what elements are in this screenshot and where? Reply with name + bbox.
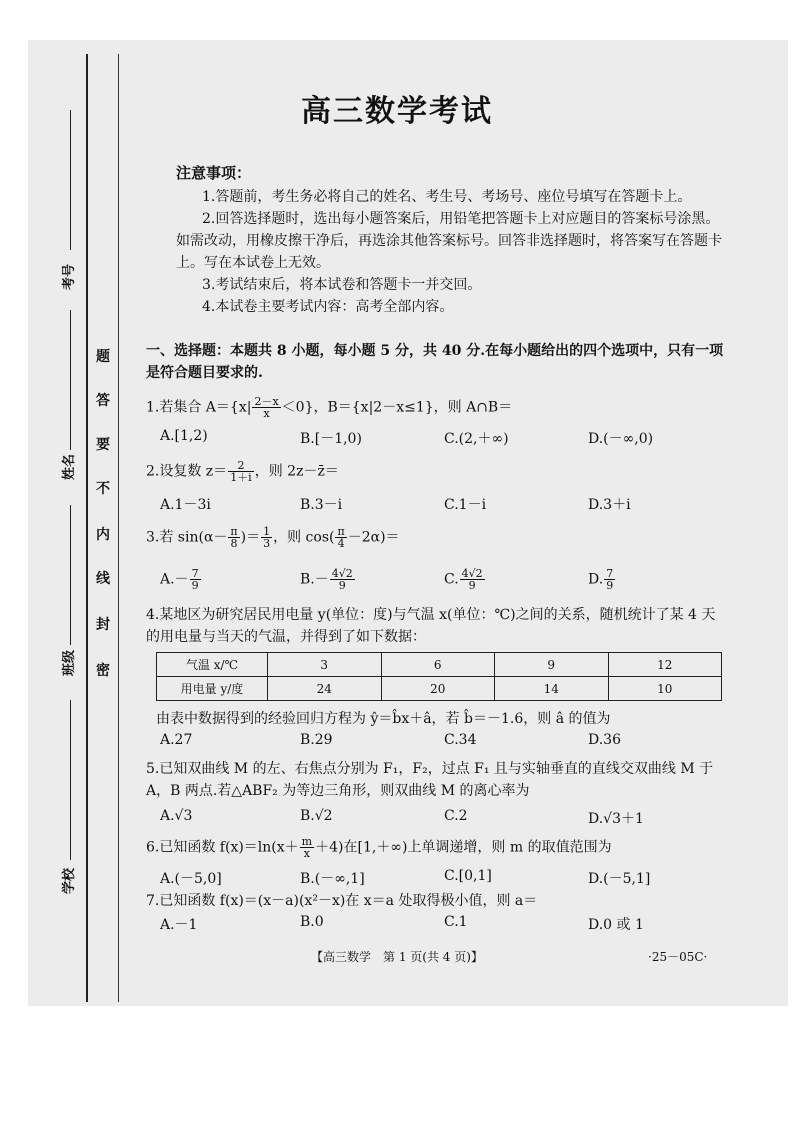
school-line <box>70 700 71 860</box>
class-label: 班级 <box>62 649 77 676</box>
q5-option-d[interactable]: D.√3＋1 <box>588 811 644 827</box>
seal-word: 内 <box>96 527 110 543</box>
exam-number-line <box>70 110 71 250</box>
q6-option-d[interactable]: D.(－5,1] <box>588 871 651 887</box>
q3-options <box>160 568 720 594</box>
table-cell: 12 <box>608 653 722 677</box>
paper-code: ·25－05C· <box>648 950 708 964</box>
page-title: 高三数学考试 <box>301 94 493 129</box>
q7-option-a[interactable]: A.－1 <box>160 917 198 933</box>
q3-c-num: 4√2 <box>461 567 483 580</box>
q3-option-c[interactable] <box>444 568 486 591</box>
q3-f1-num: π <box>230 525 238 538</box>
q1-option-a[interactable]: A.[1,2) <box>160 428 208 444</box>
q1-set-close: ＜0} <box>281 399 314 416</box>
school-label: 学校 <box>62 867 77 894</box>
q1-set-open: {x| <box>229 399 252 416</box>
q2-option-c[interactable]: C.1－i <box>444 497 487 513</box>
q6-stem-a: 6.已知函数 f(x)＝ln(x＋ <box>146 839 299 856</box>
table-cell: 24 <box>268 677 382 701</box>
q2-option-a[interactable]: A.1－3i <box>160 497 211 513</box>
q2-frac-num: 2 <box>228 460 254 472</box>
q2-stem-b: ，则 2z－z̄＝ <box>254 463 339 480</box>
q1-frac-num: 2－x <box>254 395 279 408</box>
q7-option-c[interactable]: C.1 <box>444 914 468 930</box>
q1-options <box>160 428 720 450</box>
q7-options <box>160 914 720 936</box>
class-line <box>70 505 71 645</box>
q3-fraction-3 <box>335 526 346 549</box>
q3-fraction-2 <box>261 526 272 549</box>
q3-b-num: 4√2 <box>331 567 353 580</box>
q5-option-a[interactable]: A.√3 <box>160 808 193 824</box>
q3-a-num: 7 <box>191 567 199 580</box>
q3-c-label: C. <box>444 571 459 588</box>
q3-fraction-1 <box>228 526 239 549</box>
table-cell: 6 <box>381 653 495 677</box>
notice-item: 2.回答选择题时，选出每小题答案后，用铅笔把答题卡上对应题目的答案标号涂黑。如需改动，用橡皮擦干净后，再选涂其他答案标号。回答非选择题时，将答案写在答题卡上。写在本试卷上无效。 <box>176 211 722 271</box>
table-cell: 20 <box>381 677 495 701</box>
q4-option-a[interactable]: A.27 <box>160 732 193 748</box>
q3-f2-den: 3 <box>263 537 271 550</box>
notice-item: 4.本试卷主要考试内容：高考全部内容。 <box>202 299 454 315</box>
q4-option-c[interactable]: C.34 <box>444 732 477 748</box>
q6-option-c[interactable]: C.[0,1] <box>444 868 492 884</box>
q1-option-d[interactable]: D.(－∞,0) <box>588 431 654 447</box>
q3-b-label: B.－ <box>300 571 329 588</box>
table-cell: 10 <box>608 677 722 701</box>
q1-stem-a: 1.若集合 A＝ <box>146 399 230 416</box>
q2-options <box>160 494 720 516</box>
q6-options <box>160 868 720 890</box>
question-7: 7.已知函数 f(x)＝(x－a)(x²－x)在 x＝a 处取得极小值，则 a＝ <box>146 893 538 909</box>
binding-line-outer <box>86 54 88 1002</box>
q3-d-fraction <box>604 568 615 591</box>
table-row-header: 气温 x/℃ <box>157 653 268 677</box>
q4-option-d[interactable]: D.36 <box>588 732 621 748</box>
name-line <box>70 310 71 450</box>
q6-frac-num: m <box>301 835 313 848</box>
q3-f2-num: 1 <box>263 525 271 538</box>
q2-option-d[interactable]: D.3＋i <box>588 497 631 513</box>
question-2 <box>146 460 726 483</box>
q4-data-table <box>156 652 722 701</box>
seal-word: 密 <box>96 663 110 679</box>
table-cell: 3 <box>268 653 382 677</box>
q5-option-c[interactable]: C.2 <box>444 808 468 824</box>
q3-stem-a: 3.若 sin(α－ <box>146 529 228 546</box>
question-4: 4.某地区为研究居民用电量 y(单位：度)与气温 x(单位：℃)之间的关系，随机统计了某 4 天的用电量与当天的气温，并得到了如下数据： <box>146 607 716 645</box>
q3-option-d[interactable] <box>588 568 616 591</box>
q3-d-den: 9 <box>606 579 614 592</box>
q4-after: 由表中数据得到的经验回归方程为 ŷ＝b̂x＋â，若 b̂＝－1.6，则 â 的值为 <box>156 711 611 727</box>
q6-frac-den: x <box>303 847 310 860</box>
q3-f3-den: 4 <box>337 537 345 550</box>
table-row-header: 用电量 y/度 <box>157 677 268 701</box>
q5-options <box>160 808 720 830</box>
q2-frac-den: 1＋i <box>230 471 252 484</box>
q6-fraction <box>300 836 314 859</box>
q2-stem-a: 2.设复数 z＝ <box>146 463 228 480</box>
question-1 <box>146 396 726 419</box>
seal-word: 封 <box>96 617 110 633</box>
seal-word: 题 <box>96 349 110 365</box>
table-row <box>157 653 722 677</box>
q1-fraction <box>252 396 280 419</box>
table-row <box>157 677 722 701</box>
q3-c-den: 9 <box>468 579 476 592</box>
section-heading-text: 一、选择题：本题共 8 小题，每小题 5 分，共 40 分.在每小题给出的四个选项中，只有一项是符合题目要求的. <box>146 343 724 381</box>
q6-option-a[interactable]: A.(－5,0] <box>160 871 222 887</box>
q3-a-fraction <box>190 568 201 591</box>
q7-option-b[interactable]: B.0 <box>300 914 324 930</box>
notice-heading: 注意事项： <box>176 164 252 182</box>
table-cell: 9 <box>495 653 609 677</box>
question-5: 5.已知双曲线 M 的左、右焦点分别为 F₁，F₂，过点 F₁ 且与实轴垂直的直线交双曲线 M 于 A，B 两点.若△ABF₂ 为等边三角形，则双曲线 M 的离心率为 <box>146 761 714 799</box>
q3-f1-den: 8 <box>230 537 238 550</box>
table-cell: 14 <box>495 677 609 701</box>
q6-stem-b: ＋4)在[1,＋∞)上单调递增，则 m 的取值范围为 <box>315 839 612 856</box>
q4-options <box>160 732 720 754</box>
question-3 <box>146 526 726 549</box>
q3-c-fraction <box>460 568 485 591</box>
q3-a-label: A.－ <box>160 571 189 588</box>
q5-option-b[interactable]: B.√2 <box>300 808 333 824</box>
q3-a-den: 9 <box>191 579 199 592</box>
notice-item: 1.答题前，考生务必将自己的姓名、考生号、考场号、座位号填写在答题卡上。 <box>202 189 692 205</box>
q2-option-b[interactable]: B.3－i <box>300 497 343 513</box>
question-6 <box>146 836 726 859</box>
q1-option-c[interactable]: C.(2,＋∞) <box>444 431 509 447</box>
seal-word: 线 <box>96 571 110 587</box>
q3-stem-b: )＝ <box>240 529 261 546</box>
q6-option-b[interactable]: B.(－∞,1] <box>300 871 365 887</box>
name-label: 姓名 <box>62 453 77 480</box>
seal-word: 要 <box>96 437 110 453</box>
q2-fraction <box>228 460 254 483</box>
q3-b-den: 9 <box>338 579 346 592</box>
q3-f3-num: π <box>337 525 345 538</box>
q3-b-fraction <box>330 568 355 591</box>
q3-option-b[interactable] <box>300 568 356 591</box>
q3-d-num: 7 <box>606 567 614 580</box>
q3-option-a[interactable] <box>160 568 202 591</box>
page-footer: 【高三数学 第 1 页(共 4 页)】 <box>311 950 483 964</box>
q1-option-b[interactable]: B.[－1,0) <box>300 431 362 447</box>
seal-word: 不 <box>96 481 110 497</box>
binding-line-inner <box>118 54 119 1002</box>
notice-item: 3.考试结束后，将本试卷和答题卡一并交回。 <box>202 277 482 293</box>
q3-stem-c: ，则 cos( <box>273 529 335 546</box>
q1-frac-den: x <box>263 407 270 420</box>
q3-stem-d: －2α)＝ <box>347 529 400 546</box>
exam-number-label: 考号 <box>62 263 77 290</box>
paper-sheet <box>28 40 788 1006</box>
q3-d-label: D. <box>588 571 604 588</box>
q1-stem-b: ，B＝{x|2－x≤1}，则 A∩B＝ <box>313 399 513 416</box>
seal-word: 答 <box>96 393 110 409</box>
section-heading <box>146 340 736 384</box>
q4-option-b[interactable]: B.29 <box>300 732 333 748</box>
q7-option-d[interactable]: D.0 或 1 <box>588 917 644 933</box>
